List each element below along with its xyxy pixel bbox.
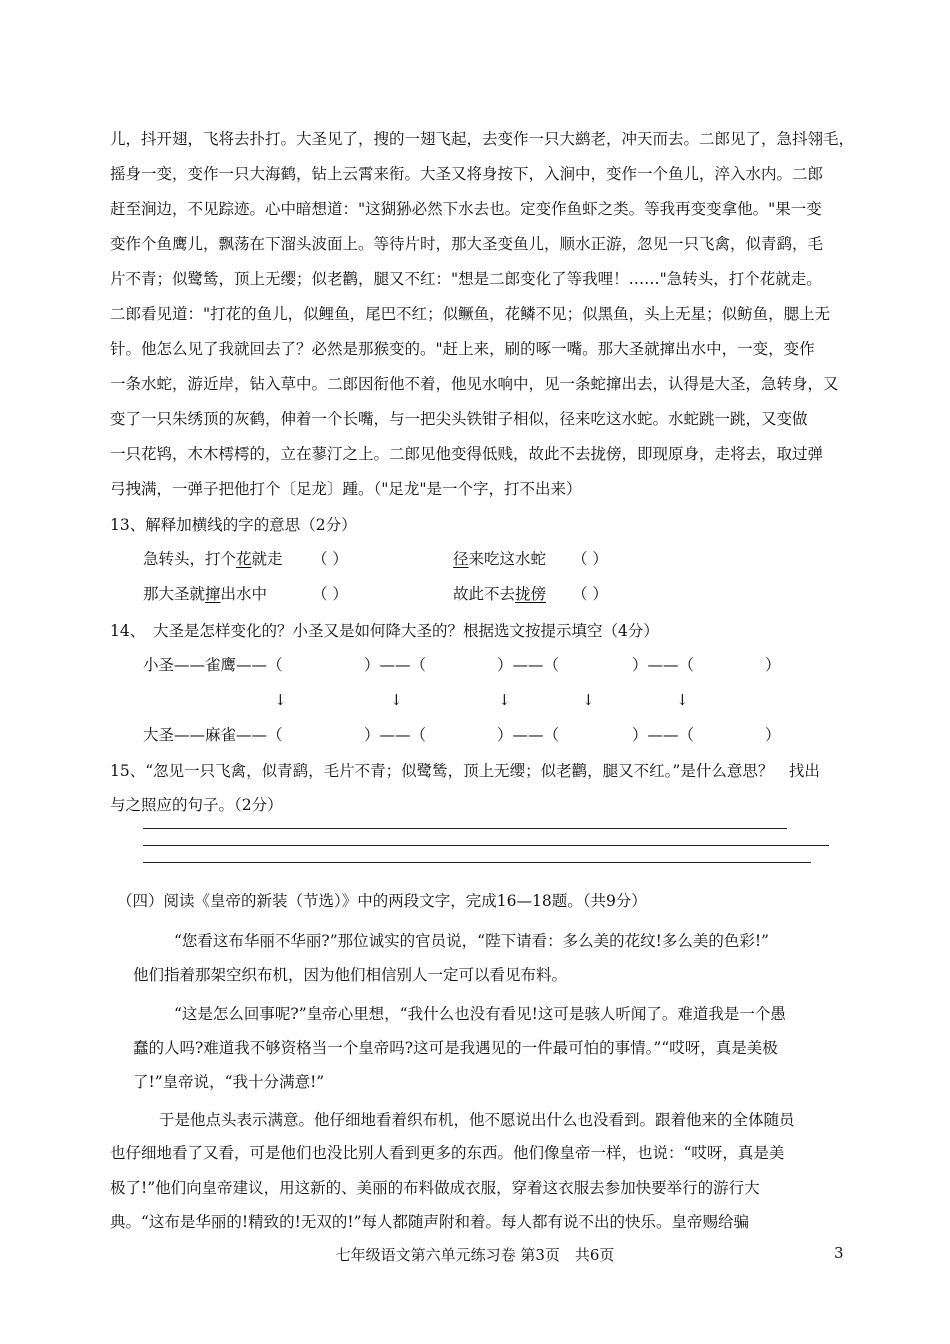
q13-answer-blank[interactable]: （ ） xyxy=(312,550,348,568)
section-4-title: （四）阅读《皇帝的新装（节选）》中的两段文字，完成16—18题。（共9分） xyxy=(117,892,647,910)
q14-seg: ）——（ xyxy=(364,726,427,744)
q14-seg: ）——（ xyxy=(497,726,560,744)
q14-seg: ）——（ xyxy=(364,656,427,674)
q13-item xyxy=(453,583,546,605)
passage-line: 极了!”他们向皇帝建议，用这新的、美丽的布料做成衣服，穿着这衣服去参加快要举行的游行大 xyxy=(110,1179,760,1197)
q14-end: ） xyxy=(765,726,781,744)
passage-line: 摇身一变，变作一只大海鹤，钻上云霄来衔。大圣又将身按下，入涧中，变作一个鱼儿，淬入水内。二郎 xyxy=(110,165,824,183)
question-13-title: 13、解释加横线的字的意思（2分） xyxy=(110,516,357,534)
passage-line: 片不青；似鹭鸶，顶上无缨；似老鹳，腿又不红："想是二郎变化了等我哩！……"急转头，打个花就走。 xyxy=(110,270,822,288)
q14-row-xiaosheng xyxy=(143,654,283,676)
q13-item-underlined: 撺 xyxy=(205,585,221,603)
q14-row-dasheng xyxy=(143,724,283,746)
down-arrow-icon: ↓ xyxy=(582,691,595,709)
passage-line: 于是他点头表示满意。他仔细地看着织布机，他不愿说出什么也没看到。跟着他来的全体随员 xyxy=(159,1111,795,1129)
q13-item xyxy=(143,583,267,605)
q13-item-post: 来吃这水蛇 xyxy=(468,550,547,568)
passage-line: 一条水蛇，游近岸，钻入草中。二郎因衔他不着，他见水响中，见一条蛇撺出去，认得是大圣，急转身，又 xyxy=(110,375,839,393)
passage-line: 儿，抖开翅，飞将去扑打。大圣见了，搜的一翅飞起，去变作一只大鹚老，冲天而去。二郎见了，急抖翎毛， xyxy=(110,130,855,148)
page-number: 3 xyxy=(834,1244,844,1262)
question-15-line: 15、“忽见一只飞禽，似青鹞，毛片不青；似鹭鸶，顶上无缨；似老鹳，腿又不红。”是什么意思？ 找出 xyxy=(110,762,820,780)
passage-line: 二郎看见道："打花的鱼儿，似鲤鱼，尾巴不红；似鳜鱼，花鳞不见；似黑鱼，头上无星；似鲂鱼，腮上无 xyxy=(110,305,831,323)
answer-line[interactable] xyxy=(143,845,829,846)
q14-row-label: 大圣——麻雀——（ xyxy=(143,726,283,744)
passage-line: 赶至涧边，不见踪迹。心中暗想道："这猢狲必然下水去也。定变作鱼虾之类。等我再变变拿他。"果一变 xyxy=(110,200,822,218)
answer-line[interactable] xyxy=(143,828,787,829)
q14-seg: ）——（ xyxy=(632,656,695,674)
down-arrow-icon: ↓ xyxy=(390,691,403,709)
q13-item-underlined: 花 xyxy=(236,550,252,568)
q14-end: ） xyxy=(765,656,781,674)
q13-item-pre: 故此不去 xyxy=(453,585,516,603)
passage-line: 针。他怎么见了我就回去了？必然是那猴变的。"赶上来，刷的啄一嘴。那大圣就撺出水中，一变，变作 xyxy=(110,340,815,358)
down-arrow-icon: ↓ xyxy=(676,691,689,709)
passage-line: 变作个鱼鹰儿，飘荡在下溜头波面上。等待片时，那大圣变鱼儿，顺水正游，忽见一只飞禽，似青鹞，毛 xyxy=(110,235,824,253)
q13-item xyxy=(143,548,283,570)
q14-seg: ）——（ xyxy=(632,726,695,744)
q14-row-label: 小圣——雀鹰——（ xyxy=(143,656,283,674)
down-arrow-icon: ↓ xyxy=(274,691,287,709)
answer-line[interactable] xyxy=(143,862,811,863)
q13-answer-blank[interactable]: （ ） xyxy=(572,550,608,568)
passage-line: 弓拽满，一弹子把他打个〔足龙〕踵。（"足龙"是一个字，打不出来） xyxy=(110,480,582,498)
q13-item-post: 就走 xyxy=(251,550,283,568)
down-arrow-icon: ↓ xyxy=(498,691,511,709)
passage-line: “这是怎么回事呢?”皇帝心里想，“我什么也没有看见!这可是骇人听闻了。难道我是一个愚 xyxy=(174,1005,786,1023)
passage-line: 典。“这布是华丽的!精致的!无双的!”每人都随声附和着。每人都有说不出的快乐。皇帝赐给骗 xyxy=(110,1213,750,1231)
q13-item xyxy=(453,548,546,570)
q13-item-pre: 急转头，打个 xyxy=(143,550,237,568)
passage-line: 他们指着那架空织布机，因为他们相信别人一定可以看见布料。 xyxy=(133,966,568,984)
q13-item-post: 出水中 xyxy=(220,585,268,603)
q13-item-underlined: 拢傍 xyxy=(515,585,547,603)
q13-answer-blank[interactable]: （ ） xyxy=(572,585,608,603)
passage-line: 蠢的人吗?难道我不够资格当一个皇帝吗?这可是我遇见的一件最可怕的事情。”“哎呀，真是美极 xyxy=(133,1039,778,1057)
q13-item-pre: 那大圣就 xyxy=(143,585,206,603)
q13-answer-blank[interactable]: （ ） xyxy=(312,585,348,603)
question-15-line: 与之照应的句子。（2分） xyxy=(110,796,283,814)
passage-line: 了!”皇帝说，“我十分满意!” xyxy=(133,1073,325,1091)
passage-line: “您看这布华丽不华丽?”那位诚实的官员说，“陛下请看：多么美的花纹!多么美的色彩!” xyxy=(174,932,769,950)
q14-seg: ）——（ xyxy=(497,656,560,674)
question-14-title: 14、 大圣是怎样变化的？小圣又是如何降大圣的？根据选文按提示填空（4分） xyxy=(110,622,659,640)
page-footer: 七年级语文第六单元练习卷 第3页 共6页 xyxy=(335,1246,615,1264)
passage-line: 一只花鸨，木木樗樗的，立在蓼汀之上。二郎见他变得低贱，故此不去拢傍，即现原身，走将去，取过弹 xyxy=(110,445,824,463)
q13-item-underlined: 径 xyxy=(453,550,469,568)
passage-line: 也仔细地看了又看，可是他们也没比别人看到更多的东西。他们像皇帝一样，也说：“哎呀，真是美 xyxy=(110,1144,785,1162)
passage-line: 变了一只朱绣顶的灰鹤，伸着一个长嘴，与一把尖头铁钳子相似，径来吃这水蛇。水蛇跳一跳，又变做 xyxy=(110,410,808,428)
